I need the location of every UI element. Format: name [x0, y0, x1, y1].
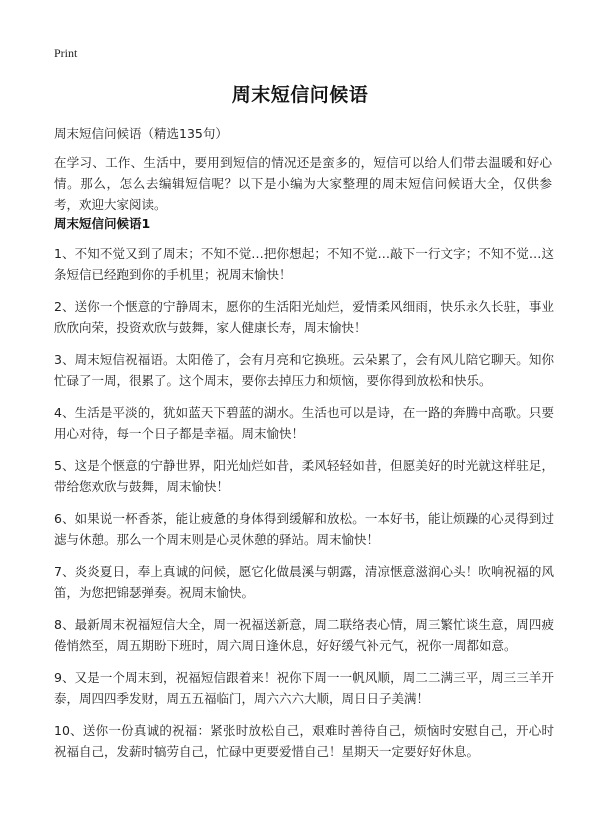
- list-item: 10、送你一份真诚的祝福：紧张时放松自己，艰难时善待自己，烦恼时安慰自己，开心时祝福自己，发薪时犒劳自己，忙碌中更要爱惜自己！星期天一定要好好休息。: [54, 723, 554, 759]
- list-item: 6、如果说一杯香茶，能让疲惫的身体得到缓解和放松。一本好书，能让烦躁的心灵得到过滤与休憩。那么一个周末则是心灵休憩的驿站。周末愉快！: [54, 511, 554, 547]
- list-item: 8、最新周末祝福短信大全，周一祝福送新意，周二联络表心情，周三繁忙谈生意，周四疲倦悄然至，周五期盼下班时，周六周日逢休息，好好缓气补元气，祝你一周都如意。: [54, 617, 554, 653]
- list-item: 7、炎炎夏日，奉上真诚的问候，愿它化做晨溪与朝露，清凉惬意滋润心头！吹响祝福的风笛，为您把锦瑟弹奏。祝周末愉快。: [54, 564, 554, 600]
- section-heading: 周末短信问候语1: [54, 216, 151, 231]
- print-link[interactable]: Print: [54, 46, 78, 60]
- list-item: 5、这是个惬意的宁静世界，阳光灿烂如昔，柔风轻轻如昔，但愿美好的时光就这样驻足，带给您欢欣与鼓舞，周末愉快！: [54, 458, 554, 494]
- page-title: 周末短信问候语: [231, 84, 369, 106]
- intro-paragraph: 在学习、工作、生活中，要用到短信的情况还是蛮多的，短信可以给人们带去温暖和好心情。那么，怎么去编辑短信呢？以下是小编为大家整理的周末短信问候语大全，仅供参考，欢迎大家阅读。: [54, 155, 552, 212]
- list-item: 9、又是一个周末到，祝福短信跟着来！祝你下周一一帆风顺，周二二满三平，周三三羊开泰，周四四季发财，周五五福临门，周六六六大顺，周日日子美满！: [54, 670, 554, 706]
- list-item: 1、不知不觉又到了周末；不知不觉…把你想起；不知不觉…敲下一行文字；不知不觉…这条短信已经跑到你的手机里；祝周末愉快！: [54, 246, 554, 282]
- greeting-list: [54, 243, 554, 773]
- list-item: 2、送你一个惬意的宁静周末，愿你的生活阳光灿烂，爱情柔风细雨，快乐永久长驻，事业欣欣向荣，投资欢欣与鼓舞，家人健康长寿，周末愉快！: [54, 299, 554, 335]
- list-item: 4、生活是平淡的，犹如蓝天下碧蓝的湖水。生活也可以是诗，在一路的奔腾中高歌。只要用心对待，每一个日子都是幸福。周末愉快！: [54, 405, 554, 441]
- list-item: 3、周末短信祝福语。太阳倦了，会有月亮和它换班。云朵累了，会有风儿陪它聊天。知你忙碌了一周，很累了。这个周末，要你去掉压力和烦恼，要你得到放松和快乐。: [54, 352, 554, 388]
- subtitle: 周末短信问候语（精选135句）: [54, 126, 228, 141]
